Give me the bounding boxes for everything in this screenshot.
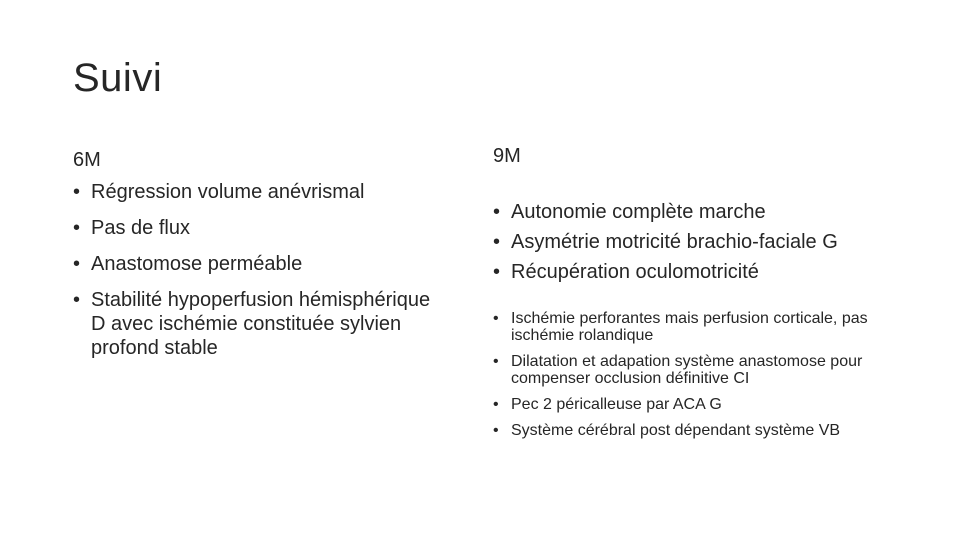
list-item xyxy=(493,310,913,344)
bullet-icon: • xyxy=(73,253,81,275)
list-item xyxy=(493,260,913,284)
list-item-text: Asymétrie motricité brachio-faciale G xyxy=(511,231,838,253)
bullet-icon: • xyxy=(493,396,499,413)
list-item xyxy=(73,216,433,240)
list-item-text: Récupération oculomotricité xyxy=(511,261,759,283)
slide-title: Suivi xyxy=(73,56,163,100)
bullet-icon: • xyxy=(493,310,499,327)
list-item xyxy=(493,396,913,413)
list-item xyxy=(493,353,913,387)
list-item-text: Pec 2 péricalleuse par ACA G xyxy=(511,396,722,413)
right-heading: 9M xyxy=(493,145,521,167)
left-heading: 6M xyxy=(73,149,101,171)
list-item xyxy=(493,230,913,254)
list-item xyxy=(73,288,433,360)
left-bullet-list xyxy=(73,180,433,360)
list-item-text: Pas de flux xyxy=(91,217,190,239)
list-item xyxy=(493,200,913,224)
right-secondary-bullet-list xyxy=(493,310,913,439)
list-item xyxy=(73,252,433,276)
bullet-icon: • xyxy=(493,422,499,439)
bullet-icon: • xyxy=(493,231,501,253)
list-item-text: Dilatation et adapation système anastomose pour compenser occlusion définitive CI xyxy=(511,353,863,387)
right-column xyxy=(493,142,913,448)
bullet-icon: • xyxy=(73,289,81,311)
bullet-icon: • xyxy=(493,261,501,283)
bullet-icon: • xyxy=(493,353,499,370)
list-item-text: Régression volume anévrismal xyxy=(91,181,365,203)
bullet-icon: • xyxy=(73,181,81,203)
right-main-bullet-list xyxy=(493,200,913,284)
list-item-text: Anastomose perméable xyxy=(91,253,303,275)
list-item-text: Ischémie perforantes mais perfusion corticale, pas ischémie rolandique xyxy=(511,310,868,344)
bullet-icon: • xyxy=(493,201,501,223)
list-item-text: Autonomie complète marche xyxy=(511,201,766,223)
list-item-text: Stabilité hypoperfusion hémisphérique D avec ischémie constituée sylvien profond stable xyxy=(91,289,431,359)
left-column xyxy=(73,146,433,372)
list-item xyxy=(73,180,433,204)
bullet-icon: • xyxy=(73,217,81,239)
list-item xyxy=(493,422,913,439)
list-item-text: Système cérébral post dépendant système VB xyxy=(511,422,841,439)
